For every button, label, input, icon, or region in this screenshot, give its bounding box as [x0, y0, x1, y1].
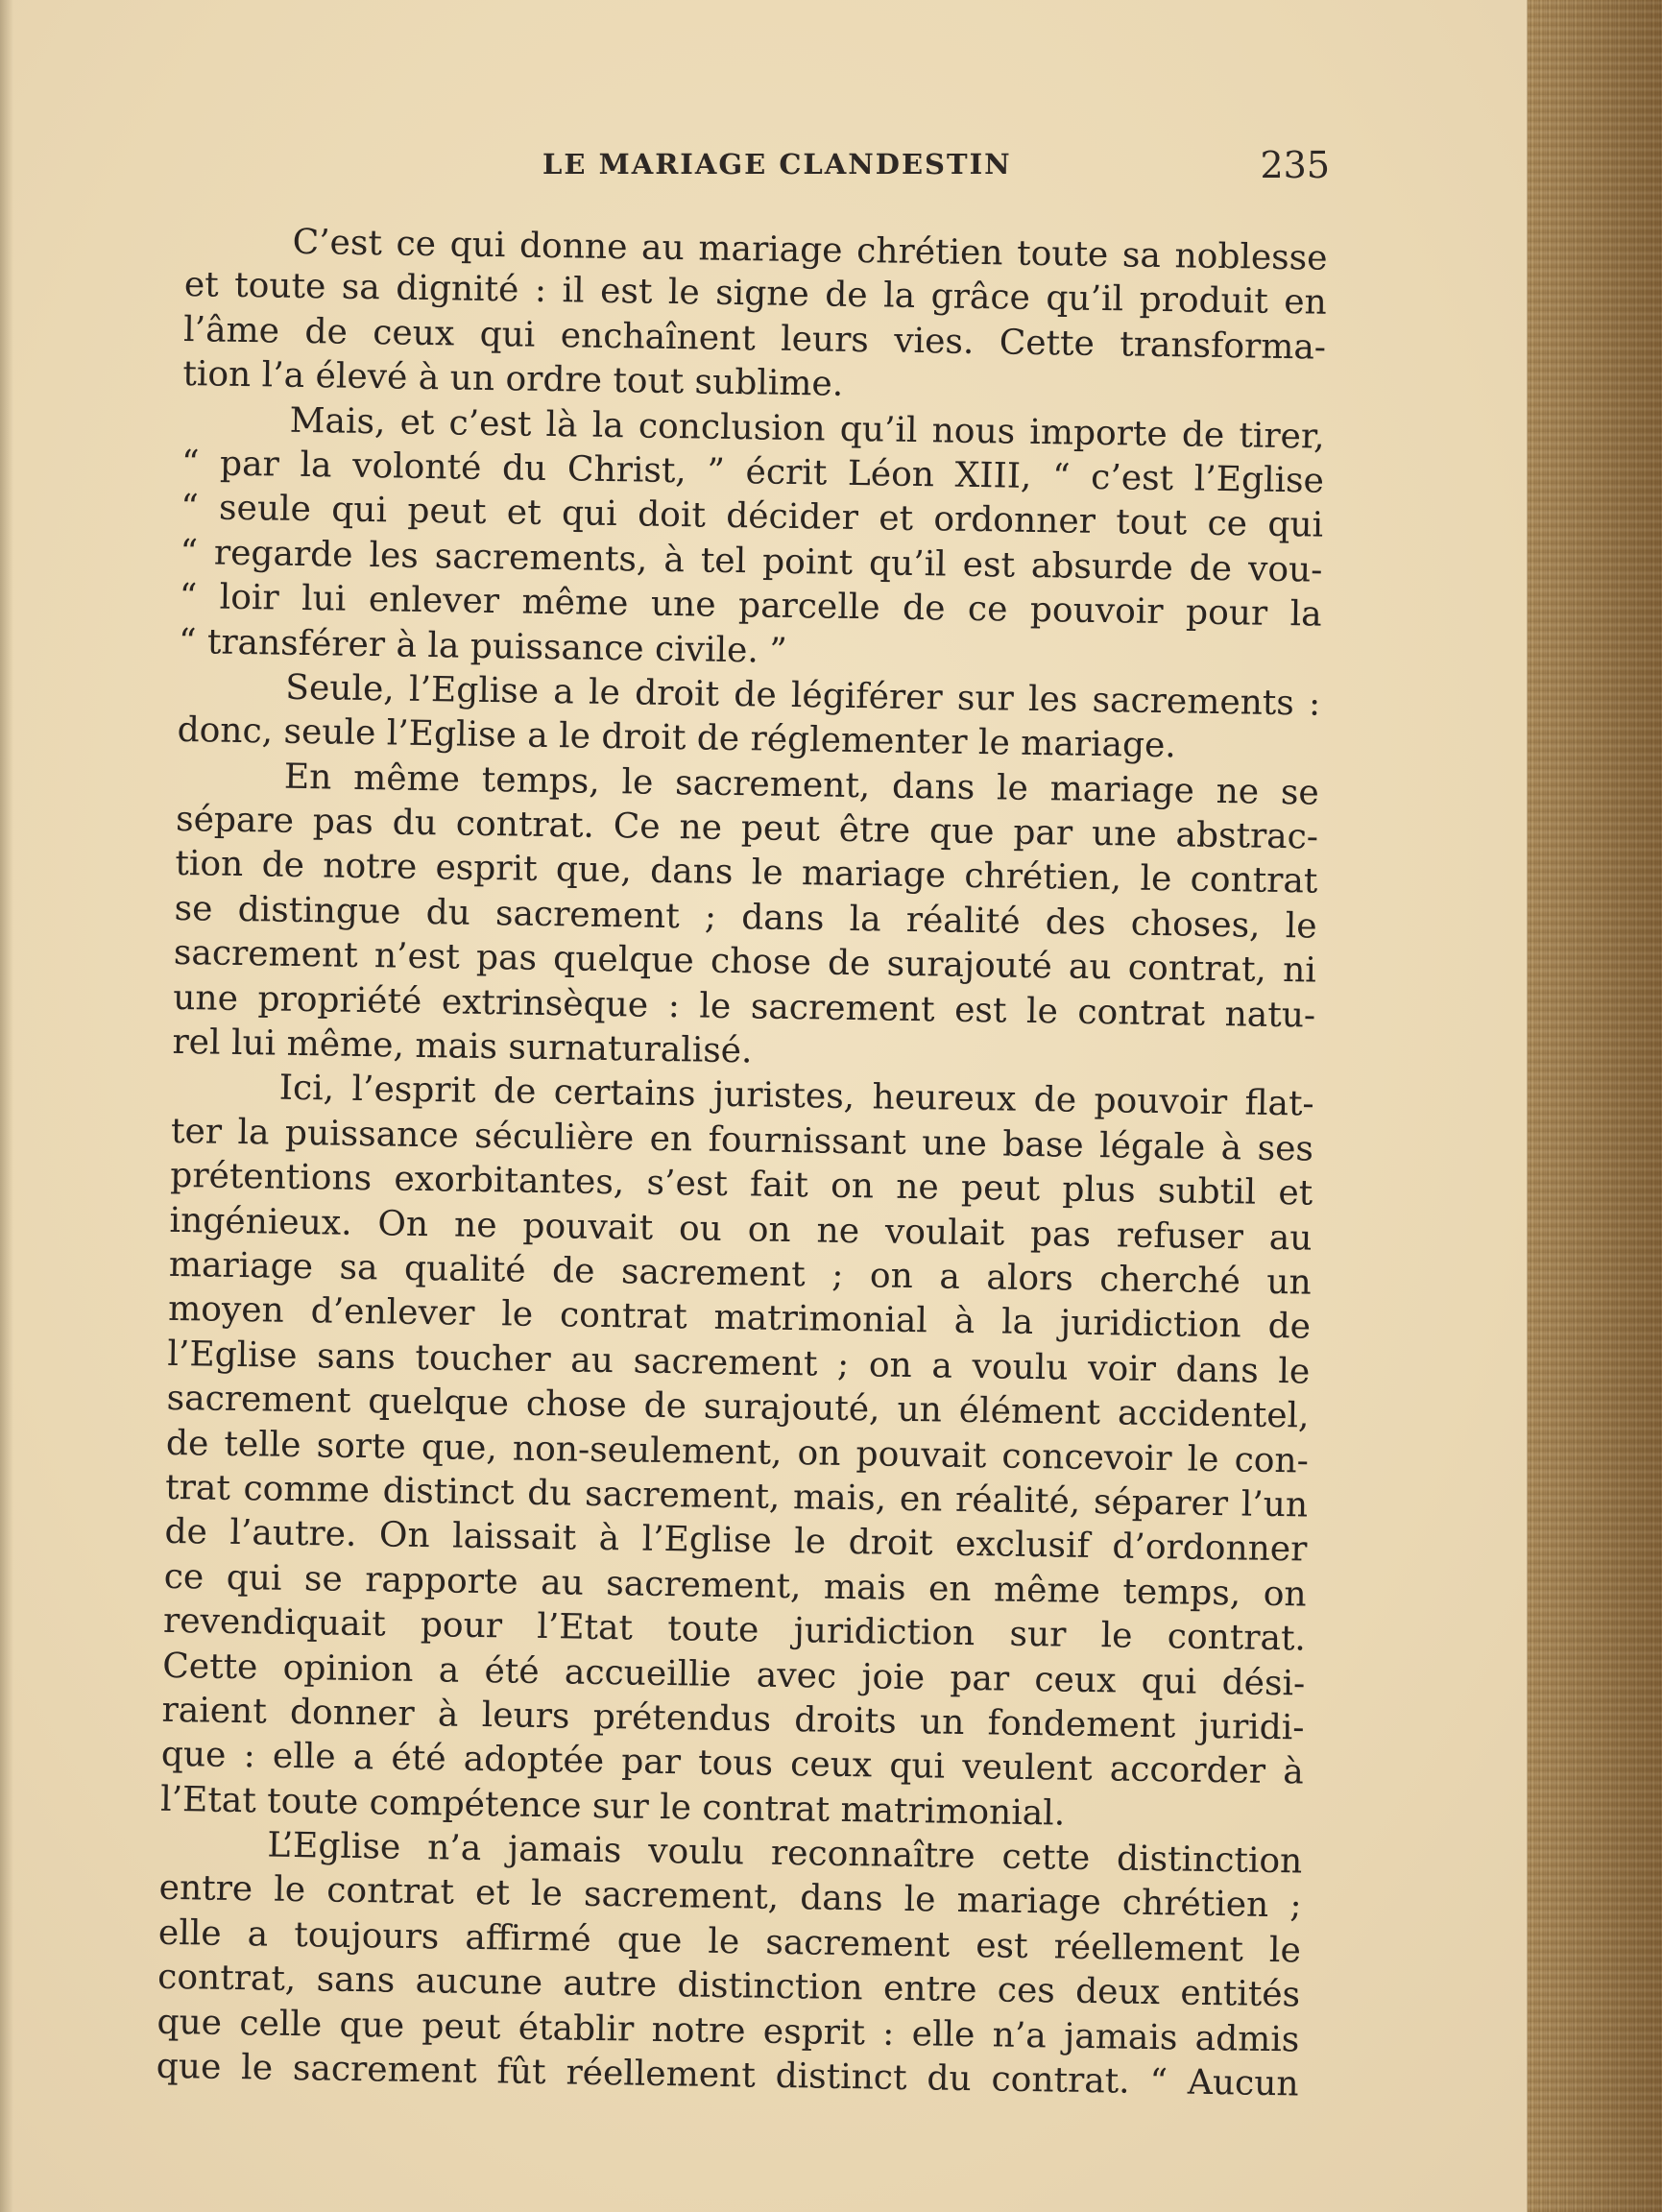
- text-line: Cette opinion a été accueillie avec joie par ceux qui dési-: [162, 1646, 1306, 1704]
- body-text: [156, 219, 1327, 2107]
- text-line: donc, seule l’Eglise a le droit de réglementer le mariage.: [177, 710, 1177, 766]
- text-line: sépare pas du contrat. Ce ne peut être que par une abstrac-: [175, 800, 1319, 857]
- text-line: prétentions exorbitantes, s’est fait on ne peut plus subtil et: [170, 1156, 1313, 1214]
- text-line: que celle que peut établir notre esprit : elle n’a jamais admis: [157, 2002, 1300, 2060]
- gutter-shadow: [0, 0, 13, 2212]
- text-line: que le sacrement fût réellement distinct du contrat. “ Aucun: [156, 2046, 1299, 2104]
- text-line: ter la puissance séculière en fournissant une base légale à ses: [170, 1111, 1314, 1169]
- text-line: “ transférer à la puissance civile. ”: [178, 621, 787, 671]
- text-line: ce qui se rapporte au sacrement, mais en même temps, on: [163, 1556, 1307, 1615]
- text-line: sacrement n’est pas quelque chose de surajouté au contrat, ni: [173, 933, 1317, 991]
- text-line: “ seule qui peut et qui doit décider et ordonner tout ce qui: [180, 488, 1324, 545]
- page-edges: [1527, 0, 1662, 2212]
- text-line: tion l’a élevé à un ordre tout sublime.: [182, 354, 844, 404]
- page-header: [187, 144, 1330, 192]
- text-line: que : elle a été adoptée par tous ceux qui veulent accorder à: [160, 1735, 1305, 1792]
- running-title: LE MARIAGE CLANDESTIN: [542, 148, 1012, 180]
- text-line: mariage sa qualité de sacrement ; on a alors cherché un: [168, 1244, 1313, 1303]
- text-line: rel lui même, mais surnaturalisé.: [172, 1022, 753, 1071]
- text-line: l’Etat toute compétence sur le contrat matrimonial.: [159, 1779, 1066, 1834]
- text-line: trat comme distinct du sacrement, mais, en réalité, séparer l’un: [164, 1467, 1309, 1526]
- text-line: et toute sa dignité : il est le signe de la grâce qu’il produit en: [183, 265, 1328, 324]
- text-line: moyen d’enlever le contrat matrimonial à la juridiction de: [167, 1289, 1312, 1347]
- text-line: une propriété extrinsèque : le sacrement est le contrat natu-: [172, 977, 1316, 1036]
- text-line: revendiquait pour l’Etat toute juridiction sur le contrat.: [162, 1600, 1307, 1659]
- text-line: raient donner à leurs prétendus droits un fondement juridi-: [161, 1690, 1305, 1748]
- text-line: entre le contrat et le sacrement, dans le mariage chrétien ;: [158, 1868, 1302, 1926]
- text-line: se distingue du sacrement ; dans la réalité des choses, le: [174, 888, 1317, 947]
- text-line: tion de notre esprit que, dans le mariage chrétien, le contrat: [175, 844, 1318, 902]
- text-line: Seule, l’Eglise a le droit de légiférer sur les sacrements :: [285, 667, 1321, 724]
- text-line: sacrement quelque chose de surajouté, un élément accidentel,: [166, 1379, 1310, 1436]
- text-line: En même temps, le sacrement, dans le mariage ne se: [283, 757, 1320, 813]
- page-number: 235: [1260, 144, 1330, 186]
- text-line: ingénieux. On ne pouvait ou on ne voulait pas refuser au: [169, 1200, 1313, 1259]
- text-line: l’Eglise sans toucher au sacrement ; on a voulu voir dans le: [167, 1334, 1311, 1392]
- text-line: contrat, sans aucune autre distinction entre ces deux entités: [157, 1958, 1301, 2015]
- text-line: Ici, l’esprit de certains juristes, heureux de pouvoir flat-: [278, 1069, 1314, 1124]
- text-line: de l’autre. On laissait à l’Eglise le droit exclusif d’ordonner: [164, 1512, 1308, 1570]
- text-line: C’est ce qui donne au mariage chrétien toute sa noblesse: [292, 222, 1328, 278]
- text-line: de telle sorte que, non-seulement, on pouvait concevoir le con-: [165, 1423, 1310, 1481]
- text-line: elle a toujours affirmé que le sacrement est réellement le: [157, 1912, 1302, 1971]
- text-line: “ loir lui enlever même une parcelle de ce pouvoir pour la: [179, 577, 1322, 635]
- text-line: L’Eglise n’a jamais voulu reconnaître cette distinction: [267, 1825, 1303, 1882]
- text-line: Mais, et c’est là la conclusion qu’il nous importe de tirer,: [289, 400, 1325, 457]
- text-line: “ regarde les sacrements, à tel point qu’il est absurde de vou-: [180, 532, 1323, 590]
- text-line: l’âme de ceux qui enchaînent leurs vies. Cette transforma-: [182, 309, 1327, 368]
- text-line: “ par la volonté du Christ, ” écrit Léon XIII, “ c’est l’Eglise: [181, 443, 1325, 501]
